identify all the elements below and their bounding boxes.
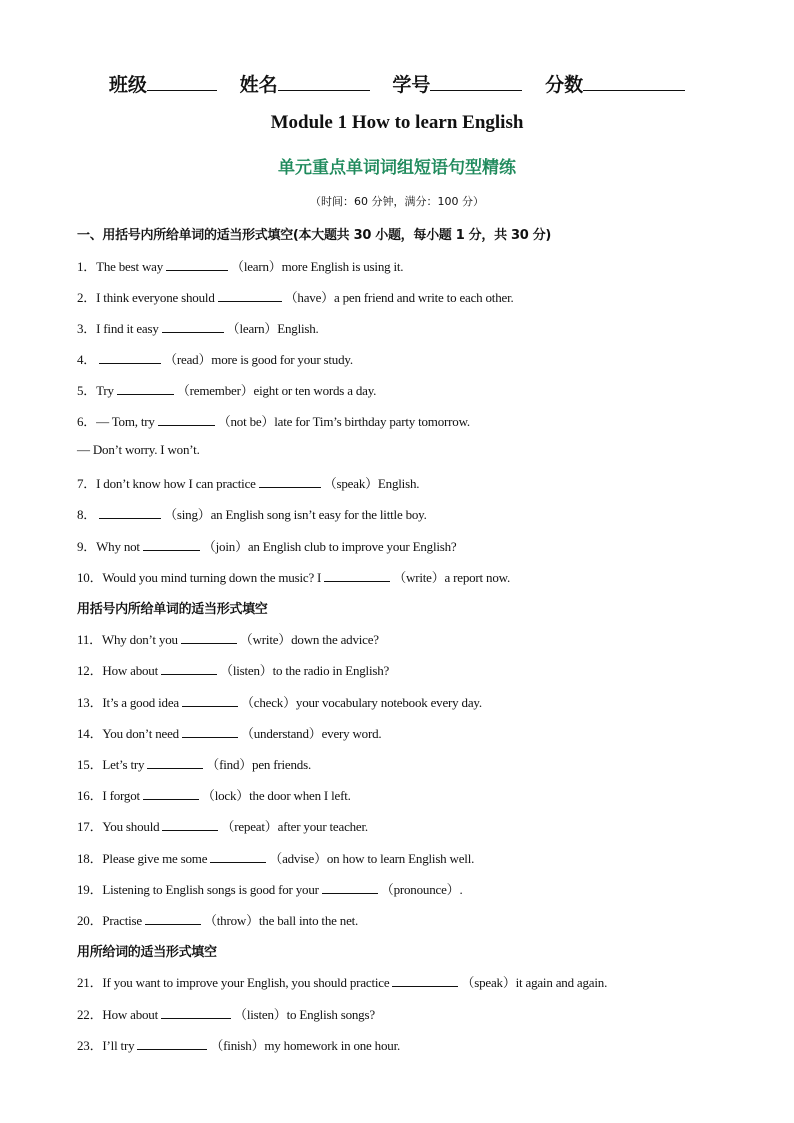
section-heading-1: 一、用括号内所给单词的适当形式填空(本大题共 30 小题，每小题 1 分，共 30 分) xyxy=(77,228,552,243)
class-blank xyxy=(147,73,217,91)
question-hint: （advise）on how to learn English well. xyxy=(269,851,475,866)
question-item xyxy=(77,536,457,555)
question-text: 15．Let’s try xyxy=(77,757,145,772)
answer-blank[interactable] xyxy=(161,663,217,675)
question-hint: （throw）the ball into the net. xyxy=(203,913,359,928)
question-item xyxy=(77,879,463,898)
answer-blank[interactable] xyxy=(137,1038,207,1050)
student-info-header xyxy=(0,70,794,97)
answer-blank[interactable] xyxy=(210,851,266,863)
question-item xyxy=(77,723,381,742)
question-hint: （learn）more English is using it. xyxy=(231,259,404,274)
question-text: 12．How about xyxy=(77,663,159,678)
question-item xyxy=(77,473,419,492)
answer-blank[interactable] xyxy=(259,476,321,488)
answer-blank[interactable] xyxy=(143,539,200,551)
answer-blank[interactable] xyxy=(162,321,224,333)
question-hint: （write）a report now. xyxy=(393,570,511,585)
question-hint: （understand）every word. xyxy=(240,726,382,741)
question-text: — Don’t worry. I won’t. xyxy=(77,442,200,457)
question-text: 16．I forgot xyxy=(77,788,140,803)
question-hint: （speak）English. xyxy=(323,476,420,491)
question-item xyxy=(77,1035,400,1054)
question-hint: （remember）eight or ten words a day. xyxy=(176,383,377,398)
question-text: 5．Try xyxy=(77,383,114,398)
answer-blank[interactable] xyxy=(166,259,228,271)
question-hint: （check）your vocabulary notebook every day. xyxy=(240,695,482,710)
question-text: 3．I find it easy xyxy=(77,321,159,336)
question-hint: （listen）to English songs? xyxy=(234,1007,375,1022)
answer-blank[interactable] xyxy=(181,632,237,644)
answer-blank[interactable] xyxy=(218,290,282,302)
question-text: 17．You should xyxy=(77,819,160,834)
time-note: （时间：60 分钟，满分：100 分） xyxy=(310,195,484,208)
question-text: 10．Would you mind turning down the music? I xyxy=(77,570,322,585)
student-id-blank xyxy=(430,73,522,91)
question-hint: （read）more is good for your study. xyxy=(164,352,353,367)
question-item xyxy=(77,629,379,648)
question-item xyxy=(77,785,351,804)
answer-blank[interactable] xyxy=(324,570,390,582)
answer-blank[interactable] xyxy=(99,352,161,364)
section-heading-2: 用括号内所给单词的适当形式填空 xyxy=(77,602,268,617)
question-item xyxy=(77,256,403,275)
question-item xyxy=(77,504,427,523)
answer-blank[interactable] xyxy=(145,913,201,925)
question-text: 20．Practise xyxy=(77,913,142,928)
question-text: 2．I think everyone should xyxy=(77,290,215,305)
question-hint: （not be）late for Tim’s birthday party tomorrow. xyxy=(217,414,470,429)
question-text: 19．Listening to English songs is good for your xyxy=(77,882,319,897)
question-hint: （have）a pen friend and write to each other. xyxy=(284,290,514,305)
question-item xyxy=(77,349,353,368)
question-item xyxy=(77,660,389,679)
question-hint: （repeat）after your teacher. xyxy=(221,819,368,834)
answer-blank[interactable] xyxy=(161,1007,231,1019)
question-text: 4． xyxy=(77,352,97,367)
question-item xyxy=(77,754,311,773)
question-item xyxy=(77,848,474,867)
answer-blank[interactable] xyxy=(162,819,218,831)
question-text: 14．You don’t need xyxy=(77,726,179,741)
score-field: 分数 xyxy=(545,75,685,96)
question-text: 23．I’ll try xyxy=(77,1038,135,1053)
question-item xyxy=(77,692,482,711)
question-hint: （finish）my homework in one hour. xyxy=(210,1038,401,1053)
name-field: 姓名 xyxy=(240,75,370,96)
answer-blank[interactable] xyxy=(143,788,199,800)
question-hint: （listen）to the radio in English? xyxy=(220,663,390,678)
question-item xyxy=(77,972,607,991)
name-blank xyxy=(278,73,370,91)
answer-blank[interactable] xyxy=(182,695,238,707)
question-item xyxy=(77,318,319,337)
question-item xyxy=(77,816,368,835)
section-heading-3: 用所给词的适当形式填空 xyxy=(77,945,217,960)
answer-blank[interactable] xyxy=(182,726,238,738)
question-item xyxy=(77,380,376,399)
answer-blank[interactable] xyxy=(392,975,458,987)
question-item xyxy=(77,442,200,458)
page-subtitle: 单元重点单词词组短语句型精练 xyxy=(278,158,516,178)
question-item xyxy=(77,1004,375,1023)
question-item xyxy=(77,287,514,306)
question-text: 11．Why don’t you xyxy=(77,632,178,647)
question-item xyxy=(77,411,470,430)
question-hint: （write）down the advice? xyxy=(239,632,379,647)
answer-blank[interactable] xyxy=(117,383,174,395)
question-hint: （pronounce）. xyxy=(380,882,463,897)
answer-blank[interactable] xyxy=(147,757,203,769)
question-text: 8． xyxy=(77,507,97,522)
question-text: 7．I don’t know how I can practice xyxy=(77,476,256,491)
question-text: 18．Please give me some xyxy=(77,851,208,866)
score-blank xyxy=(583,73,685,91)
question-hint: （speak）it again and again. xyxy=(461,975,608,990)
student-id-field: 学号 xyxy=(392,75,522,96)
question-hint: （learn）English. xyxy=(226,321,319,336)
question-hint: （find）pen friends. xyxy=(206,757,312,772)
answer-blank[interactable] xyxy=(322,882,378,894)
question-item xyxy=(77,910,358,929)
question-hint: （join）an English club to improve your English? xyxy=(202,539,457,554)
page-title: Module 1 How to learn English xyxy=(270,112,524,133)
question-hint: （lock）the door when I left. xyxy=(201,788,351,803)
question-hint: （sing）an English song isn’t easy for the little boy. xyxy=(164,507,427,522)
question-text: 22．How about xyxy=(77,1007,159,1022)
answer-blank[interactable] xyxy=(99,507,161,519)
question-text: 21．If you want to improve your English, you should practice xyxy=(77,975,390,990)
answer-blank[interactable] xyxy=(158,414,215,426)
question-text: 9．Why not xyxy=(77,539,140,554)
question-item xyxy=(77,567,510,586)
class-field: 班级 xyxy=(109,75,217,96)
question-text: 1．The best way xyxy=(77,259,164,274)
question-text: 6．— Tom, try xyxy=(77,414,155,429)
question-text: 13．It’s a good idea xyxy=(77,695,179,710)
